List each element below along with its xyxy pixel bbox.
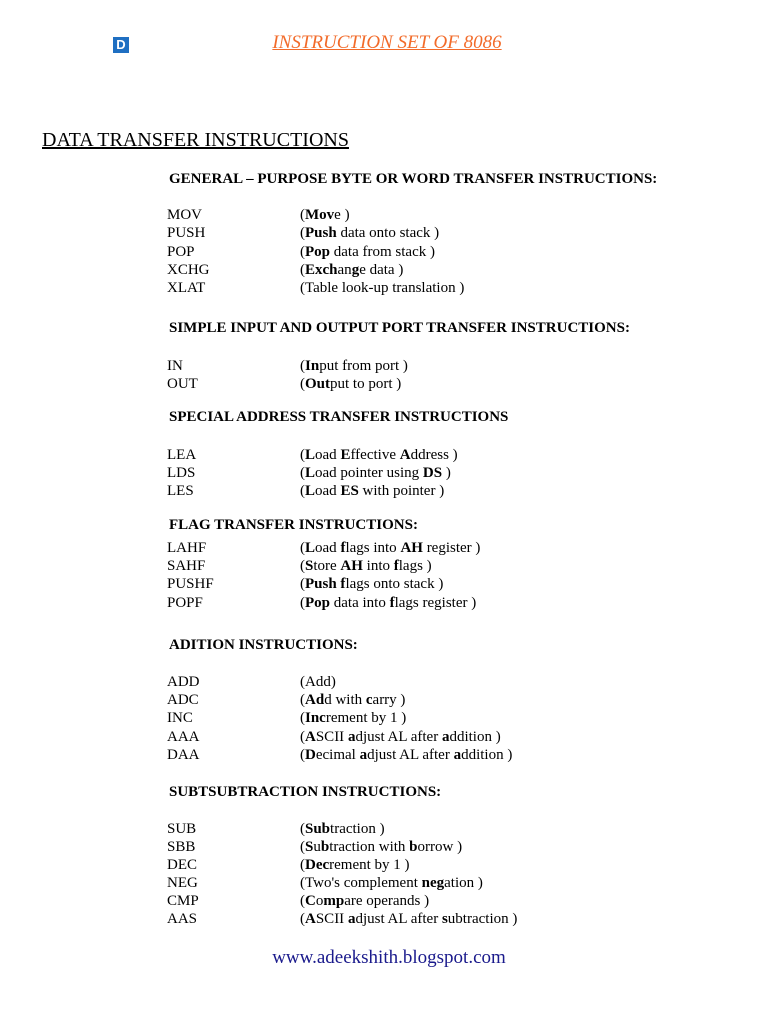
instruction-description: (Move ) [300,207,350,223]
instruction-row [0,539,768,557]
instruction-description: (Add with carry ) [300,692,406,708]
instruction-row [0,261,768,279]
instruction-description: (Load flags into AH register ) [300,540,481,556]
instruction-row [0,375,768,393]
group-heading: SPECIAL ADDRESS TRANSFER INSTRUCTIONS [169,409,509,425]
instruction-row [0,728,768,746]
instruction-row [0,206,768,224]
instruction-mnemonic: SBB [167,839,196,855]
instruction-description: (ASCII adjust AL after addition ) [300,729,501,745]
instruction-mnemonic: POP [167,244,195,260]
instruction-description: (Load ES with pointer ) [300,483,445,499]
group-heading: ADITION INSTRUCTIONS: [169,637,358,653]
instruction-description: (Push flags onto stack ) [300,576,444,592]
instruction-description: (Compare operands ) [300,893,430,909]
instruction-mnemonic: PUSH [167,225,206,241]
instruction-description: (Increment by 1 ) [300,710,407,726]
instruction-row [0,746,768,764]
instruction-description: (Push data onto stack ) [300,225,440,241]
group-heading: SIMPLE INPUT AND OUTPUT PORT TRANSFER INSTRUCTIONS: [169,320,630,336]
instruction-mnemonic: AAA [167,729,200,745]
instruction-description: (Table look-up translation ) [300,280,465,296]
instruction-row [0,910,768,928]
instruction-description: (Input from port ) [300,358,408,374]
instruction-mnemonic: NEG [167,875,198,891]
instruction-row [0,224,768,242]
instruction-mnemonic: PUSHF [167,576,214,592]
instruction-mnemonic: XCHG [167,262,210,278]
instruction-mnemonic: IN [167,358,183,374]
instruction-mnemonic: CMP [167,893,199,909]
instruction-mnemonic: ADC [167,692,199,708]
instruction-description: (Load pointer using DS ) [300,465,451,481]
instruction-description: (Pop data from stack ) [300,244,435,260]
logo-icon: D [113,37,129,53]
instruction-row [0,482,768,500]
instruction-row [0,892,768,910]
instruction-mnemonic: POPF [167,595,203,611]
group-heading: FLAG TRANSFER INSTRUCTIONS: [169,517,418,533]
section-title: DATA TRANSFER INSTRUCTIONS [42,129,349,151]
instruction-mnemonic: DAA [167,747,200,763]
instruction-row [0,594,768,612]
instruction-mnemonic: INC [167,710,193,726]
instruction-mnemonic: XLAT [167,280,206,296]
instruction-row [0,838,768,856]
instruction-row [0,820,768,838]
footer-url[interactable]: www.adeekshith.blogspot.com [272,947,506,968]
instruction-mnemonic: LES [167,483,194,499]
instruction-mnemonic: DEC [167,857,197,873]
instruction-description: (Exchange data ) [300,262,404,278]
instruction-mnemonic: SAHF [167,558,206,574]
instruction-row [0,446,768,464]
group-heading: SUBTSUBTRACTION INSTRUCTIONS: [169,784,442,800]
instruction-description: (Decimal adjust AL after addition ) [300,747,513,763]
instruction-row [0,575,768,593]
instruction-description: (Load Effective Address ) [300,447,458,463]
group-heading: GENERAL – PURPOSE BYTE OR WORD TRANSFER INSTRUCTIONS: [169,171,658,187]
instruction-description: (Decrement by 1 ) [300,857,410,873]
instruction-description: (Store AH into flags ) [300,558,432,574]
instruction-row [0,464,768,482]
instruction-mnemonic: LDS [167,465,196,481]
instruction-description: (Subtraction ) [300,821,385,837]
instruction-row [0,691,768,709]
page-title: INSTRUCTION SET OF 8086 [272,32,502,53]
instruction-row [0,856,768,874]
instruction-description: (Pop data into flags register ) [300,595,477,611]
instruction-row [0,279,768,297]
instruction-mnemonic: LEA [167,447,197,463]
instruction-row [0,874,768,892]
instruction-description: (Subtraction with borrow ) [300,839,463,855]
instruction-mnemonic: SUB [167,821,197,837]
instruction-row [0,673,768,691]
instruction-mnemonic: AAS [167,911,198,927]
instruction-mnemonic: MOV [167,207,203,223]
instruction-mnemonic: LAHF [167,540,207,556]
instruction-row [0,709,768,727]
instruction-description: (Two's complement negation ) [300,875,483,891]
instruction-row [0,243,768,261]
instruction-description: (Add) [300,674,336,690]
instruction-row [0,557,768,575]
instruction-row [0,357,768,375]
instruction-mnemonic: OUT [167,376,198,392]
instruction-description: (ASCII adjust AL after subtraction ) [300,911,518,927]
instruction-mnemonic: ADD [167,674,200,690]
instruction-description: (Output to port ) [300,376,402,392]
